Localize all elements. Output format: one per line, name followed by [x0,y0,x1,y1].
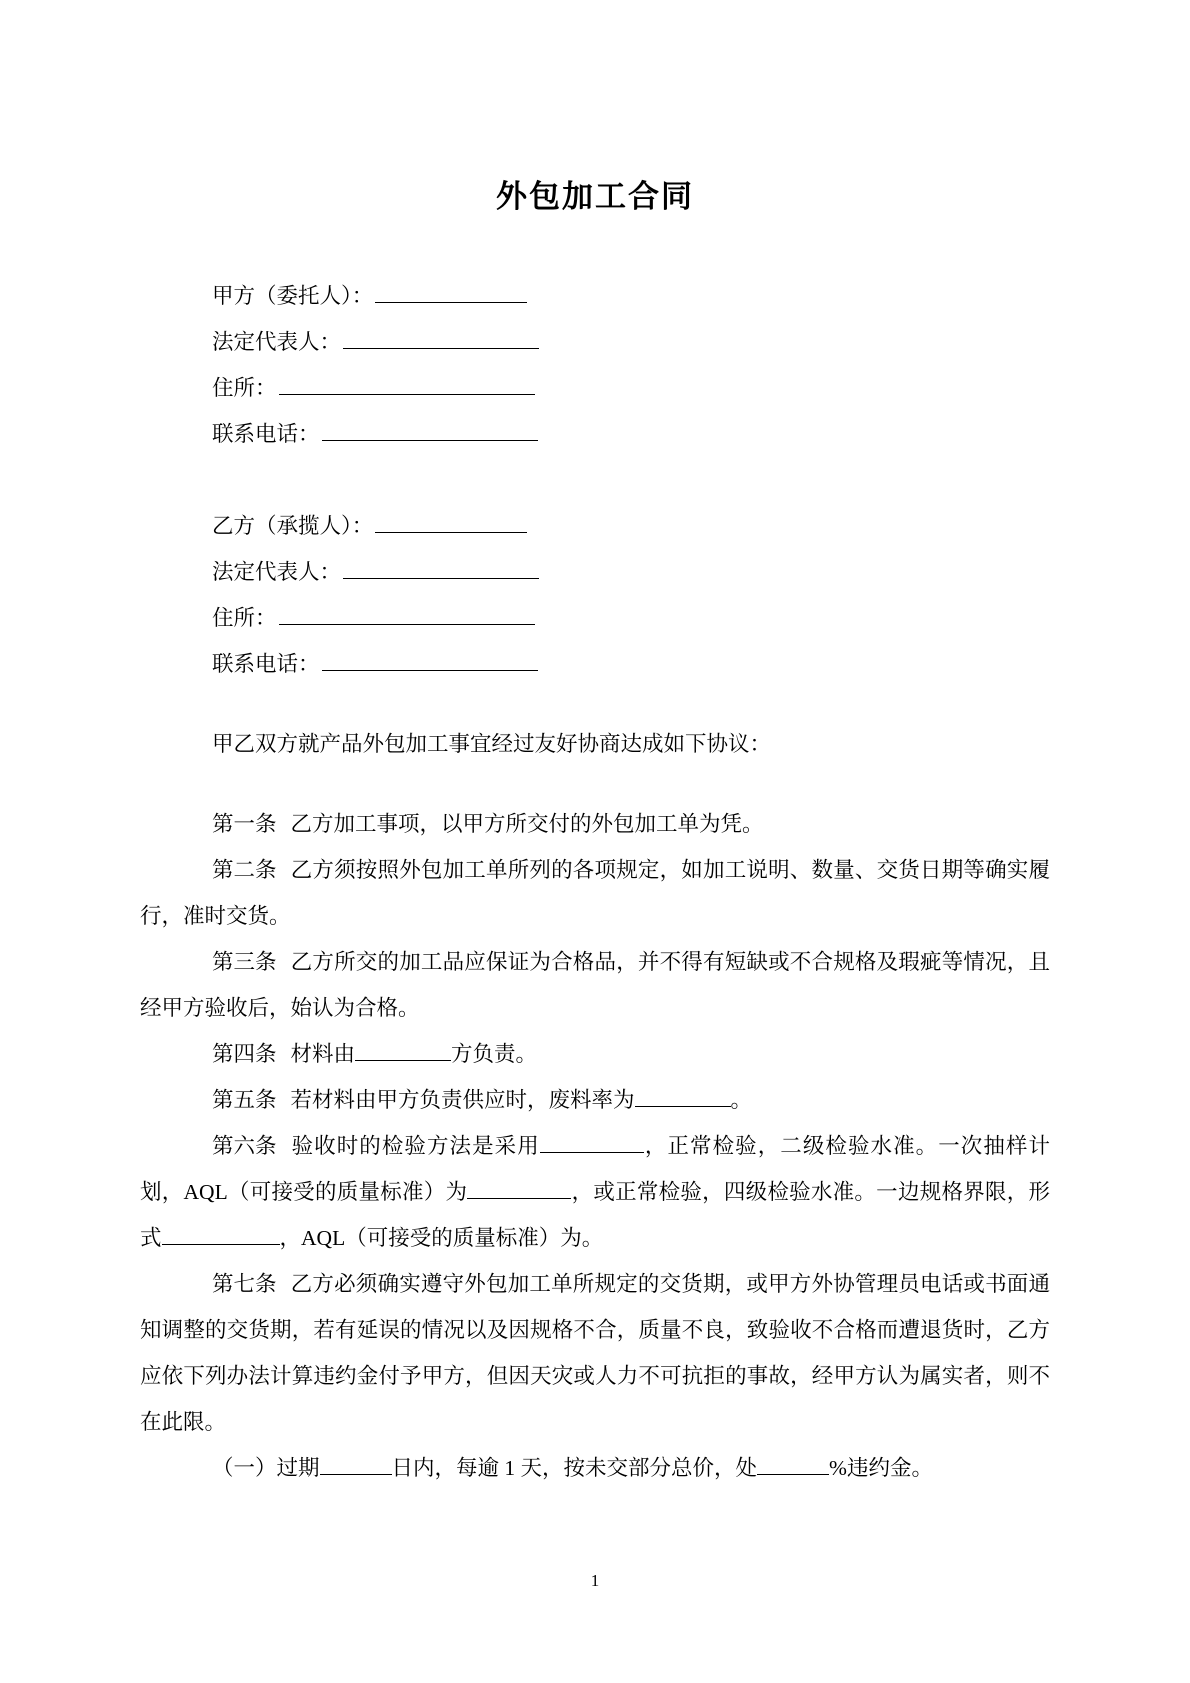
clause-6-text-part3: ，或正常检验，四级检验水准。一边规格界限，形式 [140,1180,1050,1251]
clause-4-text-part1: 材料由 [290,1042,356,1067]
party-a-address-field[interactable] [212,365,1050,411]
clause-7-text: 乙方必须确实遵守外包加工单所规定的交货期，或甲方外协管理员电话或书面通知调整的交货期，若有延误的情况以及因规格不合，质量不良，致验收不合格而遭退货时，乙方应依下列办法计算违约金付予甲方，但因天灾或人力不可抗拒的事故，经甲方认为属实者，则不在此限。 [140,1272,1050,1435]
party-a-phone-input[interactable] [322,418,538,442]
party-b-legal-rep-field[interactable] [212,549,1050,595]
clause-6-text-part1: 验收时的检验方法是采用 [290,1134,540,1159]
party-b-address-input[interactable] [279,602,535,626]
subclause-1-text-part2: 日内，每逾 1 天，按未交部分总价，处 [391,1456,758,1481]
agreement-intro: 甲乙双方就产品外包加工事宜经过友好协商达成如下协议： [212,732,772,757]
clause-6-number: 第六条 [212,1134,277,1159]
clause-7 [140,1261,1050,1445]
clause-5-text-part1: 若材料由甲方负责供应时，废料率为 [290,1088,635,1113]
party-a-legal-rep-input[interactable] [343,326,539,350]
clause-3 [140,939,1050,1031]
party-b-block [140,503,1050,687]
page-title: 外包加工合同 [496,179,694,214]
subclause-1-marker: （一） [212,1456,277,1481]
clause-1 [140,801,1050,847]
clause-5 [140,1077,1050,1123]
clause-4-blank[interactable] [355,1039,451,1062]
clause-7-number: 第七条 [212,1272,277,1297]
page-number: 1 [590,1571,600,1590]
clause-2 [140,847,1050,939]
party-a-legal-rep-field[interactable] [212,319,1050,365]
party-b-name-field[interactable] [212,503,1050,549]
clause-5-number: 第五条 [212,1088,277,1113]
party-a-block [140,273,1050,457]
document-body [0,273,1190,1491]
clause-6-blank-1[interactable] [540,1131,644,1154]
party-b-legal-rep-label: 法定代表人： [212,560,342,585]
party-b-phone-field[interactable] [212,641,1050,687]
subclause-1-blank-1[interactable] [320,1453,392,1476]
clause-2-number: 第二条 [212,858,277,883]
party-a-address-input[interactable] [279,372,535,396]
party-separator [140,457,1050,503]
subclause-1 [140,1445,1050,1491]
party-b-name-label: 乙方（承揽人）： [212,514,374,539]
clause-6-text-part2: ，正常检验，二级检验水准。一次抽样计划，AQL（可接受的质量标准）为 [140,1134,1050,1205]
clause-6-text-part5: 。 [581,1226,604,1251]
clause-6-text-part4: ，AQL（可接受的质量标准）为 [279,1226,582,1251]
party-b-address-field[interactable] [212,595,1050,641]
clause-5-blank[interactable] [635,1085,731,1108]
party-b-name-input[interactable] [375,510,527,534]
clause-3-number: 第三条 [212,950,277,975]
party-b-phone-label: 联系电话： [212,652,320,677]
clause-4-text-part2: 方负责。 [451,1042,538,1067]
party-a-legal-rep-label: 法定代表人： [212,330,342,355]
party-b-address-label: 住所： [212,606,277,631]
party-a-name-input[interactable] [375,280,527,304]
clause-1-text: 乙方加工事项，以甲方所交付的外包加工单为凭。 [290,812,764,837]
party-a-phone-label: 联系电话： [212,422,320,447]
subclause-1-text-part1: 过期 [276,1456,320,1481]
clause-5-text-part2: 。 [730,1088,753,1113]
clause-2-text: 乙方须按照外包加工单所列的各项规定，如加工说明、数量、交货日期等确实履行，准时交货。 [140,858,1050,929]
party-b-legal-rep-input[interactable] [343,556,539,580]
party-a-phone-field[interactable] [212,411,1050,457]
clause-6-blank-3[interactable] [162,1223,280,1246]
subclause-1-text-part3: %违约金。 [829,1456,933,1481]
party-a-name-label: 甲方（委托人）： [212,284,374,309]
party-b-phone-input[interactable] [322,648,538,672]
clause-6-blank-2[interactable] [467,1177,571,1200]
party-a-address-label: 住所： [212,376,277,401]
clause-3-text: 乙方所交的加工品应保证为合格品，并不得有短缺或不合规格及瑕疵等情况，且经甲方验收后，始认为合格。 [140,950,1050,1021]
subclause-1-blank-2[interactable] [757,1453,829,1476]
clause-1-number: 第一条 [212,812,277,837]
clause-6 [140,1123,1050,1261]
clause-4-number: 第四条 [212,1042,277,1067]
party-a-name-field[interactable] [212,273,1050,319]
clause-4 [140,1031,1050,1077]
